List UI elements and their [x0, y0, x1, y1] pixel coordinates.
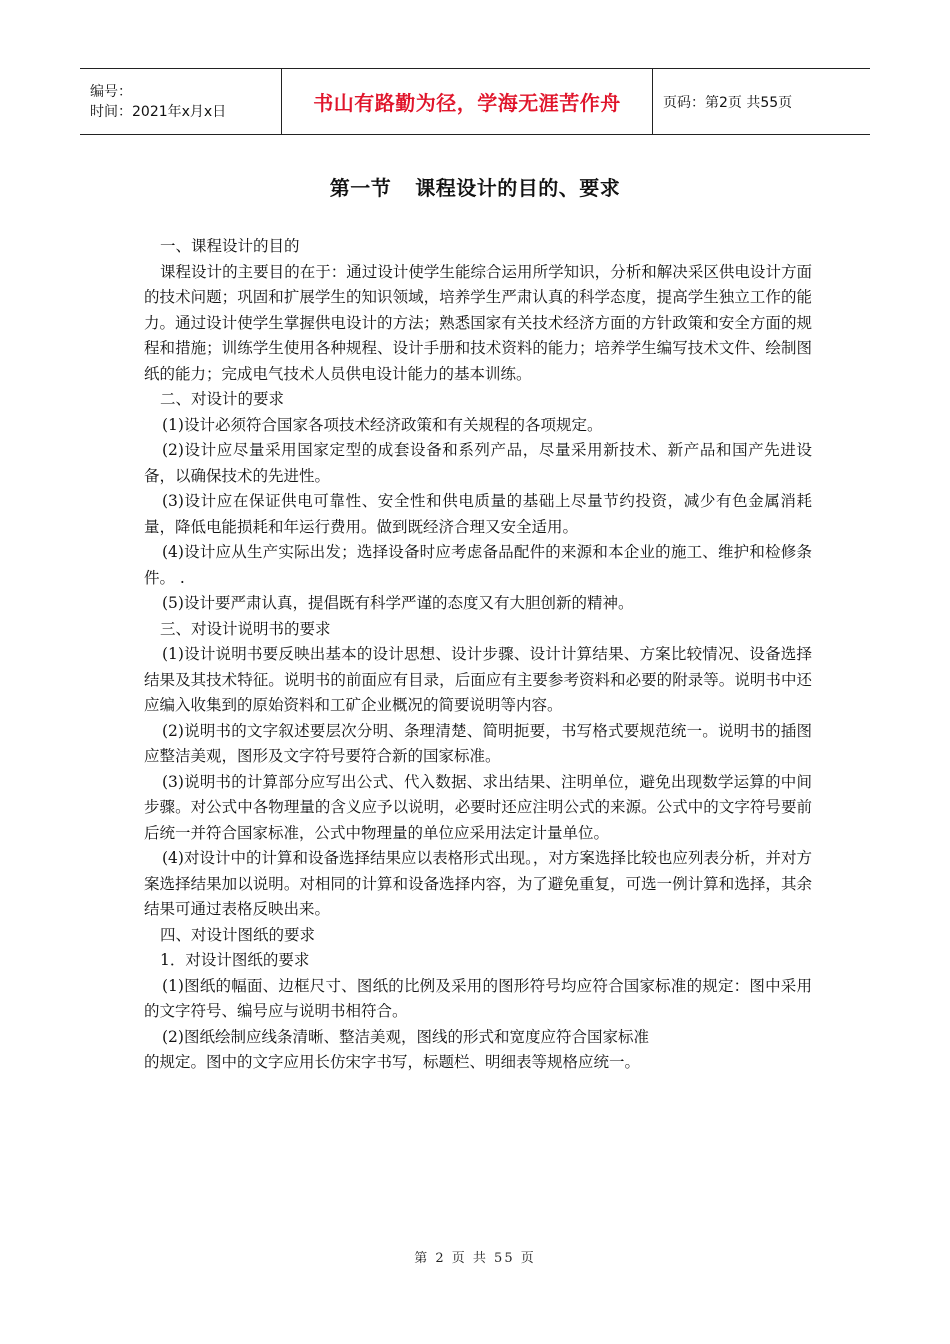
body-paragraph: (3)说明书的计算部分应写出公式、代入数据、求出结果、注明单位，避免出现数学运算的中间步骤。对公式中各物理量的含义应予以说明，必要时还应注明公式的来源。公式中的文字符号要前后统一并符合国家标准，公式中物理量的单位应采用法定计量单位。 [144, 772, 812, 842]
body-paragraph: (4)设计应从生产实际出发；选择设备时应考虑备品配件的来源和本企业的施工、维护和检修条件。 . [144, 543, 812, 587]
header-meta [80, 69, 281, 134]
body-paragraph: (1)图纸的幅面、边框尺寸、图纸的比例及采用的图形符号均应符合国家标准的规定：图中采用的文字符号、编号应与说明书相符合。 [144, 976, 812, 1020]
header-page-cell [653, 69, 870, 134]
body-paragraph: 1．对设计图纸的要求 [160, 951, 310, 969]
body-paragraph: (1)设计说明书要反映出基本的设计思想、设计步骤、设计计算结果、方案比较情况、设备选择结果及其技术特征。说明书的前面应有目录，后面应有主要参考资料和必要的附录等。说明书中还应编入收集到的原始资料和工矿企业概况的简要说明等内容。 [144, 645, 812, 714]
section-heading: 课程设计的目的、要求 [415, 176, 621, 200]
body-paragraph: (3)设计应在保证供电可靠性、安全性和供电质量的基础上尽量节约投资，减少有色金属消耗量，降低电能损耗和年运行费用。做到既经济合理又安全适用。 [144, 492, 812, 536]
header-page-info: 页码：第2页 共55页 [663, 94, 793, 111]
body-content [144, 234, 812, 1076]
body-paragraph: (2)说明书的文字叙述要层次分明、条理清楚、简明扼要，书写格式要规范统一。说明书的插图应整洁美观，图形及文字符号要符合新的国家标准。 [144, 721, 812, 765]
body-paragraph: 三、对设计说明书的要求 [160, 619, 331, 638]
body-paragraph: 一、课程设计的目的 [160, 237, 300, 255]
page-header [80, 68, 870, 135]
header-motto: 书山有路勤为径，学海无涯苦作舟 [313, 91, 621, 115]
body-paragraph: 二、对设计的要求 [160, 390, 285, 408]
doc-number-label: 编号： [90, 83, 132, 100]
body-paragraph: (5)设计要严肃认真，提倡既有科学严谨的态度又有大胆创新的精神。 [162, 594, 634, 612]
body-paragraph: (4)对设计中的计算和设备选择结果应以表格形式出现。，对方案选择比较也应列表分析，并对方案选择结果加以说明。对相同的计算和设备选择内容，为了避免重复，可选一例计算和选择，其余结果可通过表格反映出来。 [144, 849, 812, 918]
section-number: 第一节 [329, 176, 392, 200]
body-paragraph: (1)设计必须符合国家各项技术经济政策和有关规程的各项规定。 [162, 415, 603, 434]
body-paragraph: 四、对设计图纸的要求 [160, 925, 316, 944]
header-motto-cell [281, 69, 653, 134]
body-paragraph: 的规定。图中的文字应用长仿宋字书写，标题栏、明细表等规格应统一。 [144, 1053, 641, 1071]
section-title [0, 172, 950, 201]
doc-date: 时间：2021年x月x日 [90, 103, 227, 120]
body-paragraph: 课程设计的主要目的在于：通过设计使学生能综合运用所学知识，分析和解决采区供电设计方面的技术问题；巩固和扩展学生的知识领域，培养学生严肃认真的科学态度，提高学生独立工作的能力。通过设计使学生掌握供电设计的方法；熟悉国家有关技术经济方面的方针政策和安全方面的规程和措施；训练学生使用各种规程、设计手册和技术资料的能力；培养学生编写技术文件、绘制图纸的能力；完成电气技术人员供电设计能力的基本训练。 [144, 262, 812, 383]
body-paragraph: (2)图纸绘制应线条清晰、整洁美观，图线的形式和宽度应符合国家标准 [162, 1027, 649, 1046]
body-paragraph: (2)设计应尽量采用国家定型的成套设备和系列产品，尽量采用新技术、新产品和国产先进设备，以确保技术的先进性。 [144, 441, 812, 485]
page-footer: 第 2 页 共 55 页 [414, 1251, 536, 1266]
